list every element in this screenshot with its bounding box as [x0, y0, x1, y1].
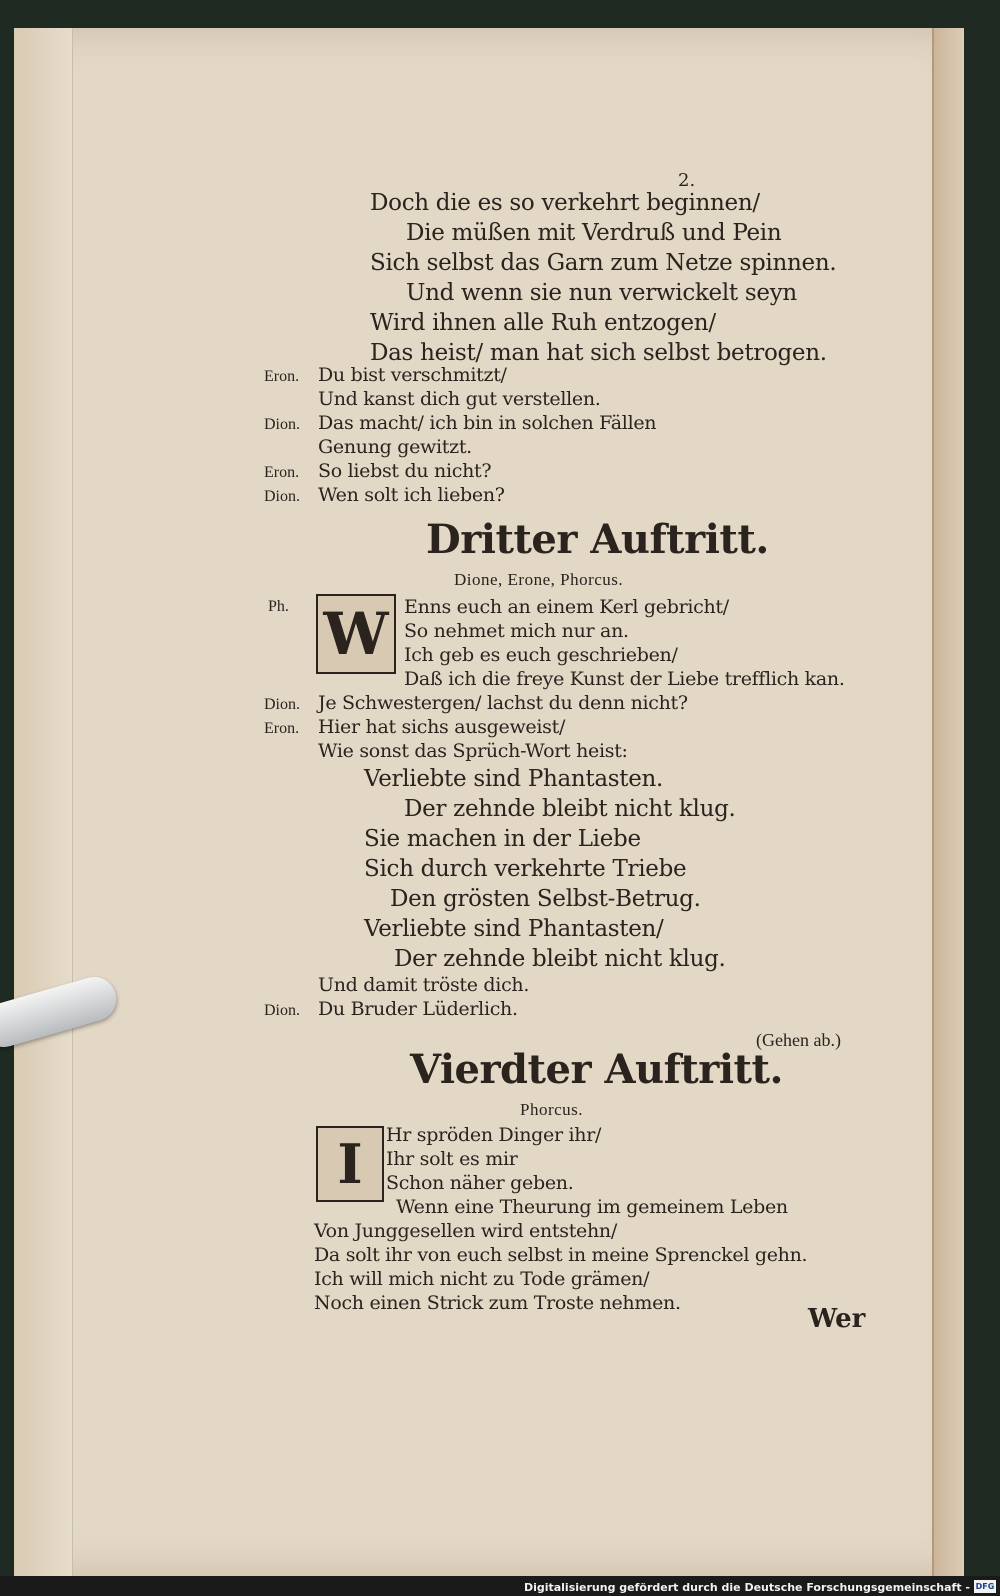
song-line: Der zehnde bleibt nicht klug.	[394, 946, 726, 972]
song-line: Verliebte sind Phantasten.	[364, 766, 664, 792]
cast-list: Phorcus.	[520, 1100, 584, 1119]
page-number: 2.	[678, 170, 696, 191]
verse-line: Die müßen mit Verdruß und Pein	[406, 220, 782, 246]
dialogue-line: Je Schwestergen/ lachst du denn nicht?	[318, 692, 688, 714]
dialogue-line: Noch einen Strick zum Troste nehmen.	[314, 1292, 681, 1314]
dialogue-line: Daß ich die freye Kunst der Liebe trefflich kan.	[404, 668, 845, 690]
song-line: Sie machen in der Liebe	[364, 826, 641, 852]
song-line: Verliebte sind Phantasten/	[364, 916, 664, 942]
dialogue-line: Hier hat sichs ausgeweist/	[318, 716, 566, 738]
verse-line: Doch die es so verkehrt beginnen/	[370, 190, 760, 216]
footer-bar	[0, 1576, 1000, 1596]
dialogue-line: So nehmet mich nur an.	[404, 620, 629, 642]
dialogue-line: Wen solt ich lieben?	[318, 484, 505, 506]
dfg-logo-icon: DFG	[975, 1582, 995, 1591]
dialogue-line: Ich will mich nicht zu Tode grämen/	[314, 1268, 650, 1290]
verse-line: Wird ihnen alle Ruh entzogen/	[370, 310, 716, 336]
dialogue-line: Wenn eine Theurung im gemeinem Leben	[396, 1196, 788, 1218]
dialogue-line: So liebst du nicht?	[318, 460, 492, 482]
speaker-label: Eron.	[264, 720, 300, 737]
verse-line: Und wenn sie nun verwickelt seyn	[406, 280, 797, 306]
speaker-label: Dion.	[264, 696, 300, 713]
scene-heading: Vierdter Auftritt.	[410, 1046, 783, 1093]
footer-credit: Digitalisierung gefördert durch die Deutsche Forschungsgemeinschaft -	[523, 1581, 970, 1594]
speaker-label: Dion.	[264, 488, 300, 505]
cast-list: Dione, Erone, Phorcus.	[454, 570, 624, 589]
dialogue-line: Das macht/ ich bin in solchen Fällen	[318, 412, 657, 434]
facing-page-edge	[932, 28, 964, 1576]
speaker-label: Ph.	[268, 598, 289, 615]
dialogue-line: Du Bruder Lüderlich.	[318, 998, 518, 1020]
verse-line: Sich selbst das Garn zum Netze spinnen.	[370, 250, 837, 276]
catchword: Wer	[808, 1304, 866, 1334]
dialogue-line: Von Junggesellen wird entstehn/	[314, 1220, 617, 1242]
speaker-label: Dion.	[264, 1002, 300, 1019]
dialogue-line: Du bist verschmitzt/	[318, 364, 507, 386]
song-line: Den grösten Selbst-Betrug.	[390, 886, 701, 912]
dialogue-line: Enns euch an einem Kerl gebricht/	[404, 596, 729, 618]
dialogue-line: Und damit tröste dich.	[318, 974, 530, 996]
decorated-initial: W	[316, 594, 396, 674]
speaker-label: Eron.	[264, 464, 300, 481]
dialogue-line: Ich geb es euch geschrieben/	[404, 644, 678, 666]
dialogue-line: Ihr solt es mir	[386, 1148, 518, 1170]
speaker-label: Eron.	[264, 368, 300, 385]
dialogue-line: Schon näher geben.	[386, 1172, 574, 1194]
scene-heading: Dritter Auftritt.	[426, 516, 769, 563]
song-line: Der zehnde bleibt nicht klug.	[404, 796, 736, 822]
left-page-edge	[14, 28, 73, 1576]
song-line: Sich durch verkehrte Triebe	[364, 856, 687, 882]
dialogue-line: Genung gewitzt.	[318, 436, 472, 458]
book-page	[14, 28, 964, 1576]
speaker-label: Dion.	[264, 416, 300, 433]
verse-line: Das heist/ man hat sich selbst betrogen.	[370, 340, 827, 366]
dialogue-line: Da solt ihr von euch selbst in meine Sprenckel gehn.	[314, 1244, 808, 1266]
stage-direction: (Gehen ab.)	[756, 1030, 841, 1050]
dialogue-line: Hr spröden Dinger ihr/	[386, 1124, 602, 1146]
dialogue-line: Und kanst dich gut verstellen.	[318, 388, 601, 410]
dialogue-line: Wie sonst das Sprüch-Wort heist:	[318, 740, 628, 762]
decorated-initial: I	[316, 1126, 384, 1202]
